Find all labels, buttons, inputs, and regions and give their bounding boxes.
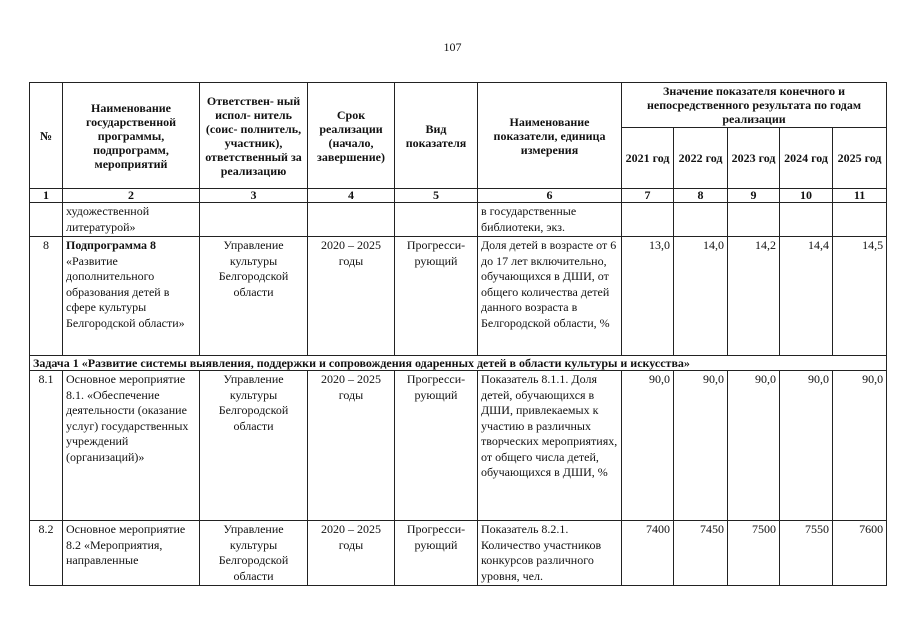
- header-year: 2024 год: [780, 128, 833, 189]
- header-year: 2023 год: [728, 128, 780, 189]
- header-year: 2022 год: [674, 128, 728, 189]
- value: 7600: [833, 521, 887, 586]
- responsible: Управление культуры Белгородской области: [200, 371, 308, 521]
- indicators-table: [29, 82, 887, 586]
- value: [622, 203, 674, 237]
- program-name: [63, 237, 200, 356]
- period: 2020 – 2025 годы: [308, 521, 395, 586]
- value: 90,0: [833, 371, 887, 521]
- responsible: Управление культуры Белгородской области: [200, 237, 308, 356]
- column-number: 10: [780, 189, 833, 203]
- header-indicator-name: Наименование показатели, единица измерения: [478, 83, 622, 189]
- column-number: 8: [674, 189, 728, 203]
- value: 7450: [674, 521, 728, 586]
- program-name: Основное мероприятие 8.2 «Мероприятия, направленные: [63, 521, 200, 586]
- subprogram-title: Подпрограмма 8: [66, 238, 157, 252]
- task-title: Задача 1 «Развитие системы выявления, поддержки и сопровождения одаренных детей в области культуры и искусства»: [30, 356, 887, 371]
- row-no: 8: [30, 237, 63, 356]
- program-name: художественной литературой»: [63, 203, 200, 237]
- value: [674, 203, 728, 237]
- value: 14,4: [780, 237, 833, 356]
- header-no: №: [30, 83, 63, 189]
- indicator-name: Показатель 8.1.1. Доля детей, обучающихся в ДШИ, привлекаемых к участию в различных творческих мероприятиях, от общего числа детей, обучающихся в ДШИ, %: [478, 371, 622, 521]
- header-period: Срок реализации (начало, завершение): [308, 83, 395, 189]
- value: 7550: [780, 521, 833, 586]
- value: 90,0: [780, 371, 833, 521]
- header-indicator-type: Вид показателя: [395, 83, 478, 189]
- task-row: [30, 356, 887, 371]
- value: 7500: [728, 521, 780, 586]
- value: 14,5: [833, 237, 887, 356]
- value: 7400: [622, 521, 674, 586]
- column-number: 3: [200, 189, 308, 203]
- column-number: 6: [478, 189, 622, 203]
- table-row: [30, 237, 887, 356]
- value: 14,0: [674, 237, 728, 356]
- header-responsible: Ответствен- ный испол- нитель (соис- полнитель, участник), ответственный за реализацию: [200, 83, 308, 189]
- column-number: 5: [395, 189, 478, 203]
- program-name: Основное мероприятие 8.1. «Обеспечение деятельности (оказание услуг) государственных учреждений (организаций)»: [63, 371, 200, 521]
- value: 90,0: [728, 371, 780, 521]
- value: 13,0: [622, 237, 674, 356]
- period: 2020 – 2025 годы: [308, 371, 395, 521]
- column-number: 1: [30, 189, 63, 203]
- column-number: 7: [622, 189, 674, 203]
- value: [833, 203, 887, 237]
- row-no: [30, 203, 63, 237]
- indicator-name: в государственные библиотеки, экз.: [478, 203, 622, 237]
- row-no: 8.2: [30, 521, 63, 586]
- subprogram-description: «Развитие дополнительного образования детей в сфере культуры Белгородской области»: [66, 253, 185, 330]
- value: 14,2: [728, 237, 780, 356]
- indicator-name: Доля детей в возрасте от 6 до 17 лет включительно, обучающихся в ДШИ, от общего количества детей данного возраста в Белгородской области, %: [478, 237, 622, 356]
- indicator-name: Показатель 8.2.1. Количество участников конкурсов различного уровня, чел.: [478, 521, 622, 586]
- row-no: 8.1: [30, 371, 63, 521]
- column-number: 9: [728, 189, 780, 203]
- page-number: 107: [443, 40, 462, 54]
- header-program-name: Наименование государственной программы, подпрограмм, мероприятий: [63, 83, 200, 189]
- column-numbers-row: [30, 189, 887, 203]
- table-row: [30, 371, 887, 521]
- header-year: 2025 год: [833, 128, 887, 189]
- indicator-type: Прогресси- рующий: [395, 237, 478, 356]
- column-number: 4: [308, 189, 395, 203]
- period: [308, 203, 395, 237]
- value: 90,0: [622, 371, 674, 521]
- period: 2020 – 2025 годы: [308, 237, 395, 356]
- responsible: Управление культуры Белгородской области: [200, 521, 308, 586]
- value: [728, 203, 780, 237]
- header-values-group: Значение показателя конечного и непосредственного результата по годам реализации: [622, 83, 887, 128]
- header-row: [30, 83, 887, 128]
- responsible: [200, 203, 308, 237]
- column-number: 11: [833, 189, 887, 203]
- table-row: [30, 521, 887, 586]
- value: 90,0: [674, 371, 728, 521]
- header-year: 2021 год: [622, 128, 674, 189]
- value: [780, 203, 833, 237]
- table-row: [30, 203, 887, 237]
- indicator-type: Прогресси- рующий: [395, 521, 478, 586]
- indicator-type: [395, 203, 478, 237]
- column-number: 2: [63, 189, 200, 203]
- indicator-type: Прогресси- рующий: [395, 371, 478, 521]
